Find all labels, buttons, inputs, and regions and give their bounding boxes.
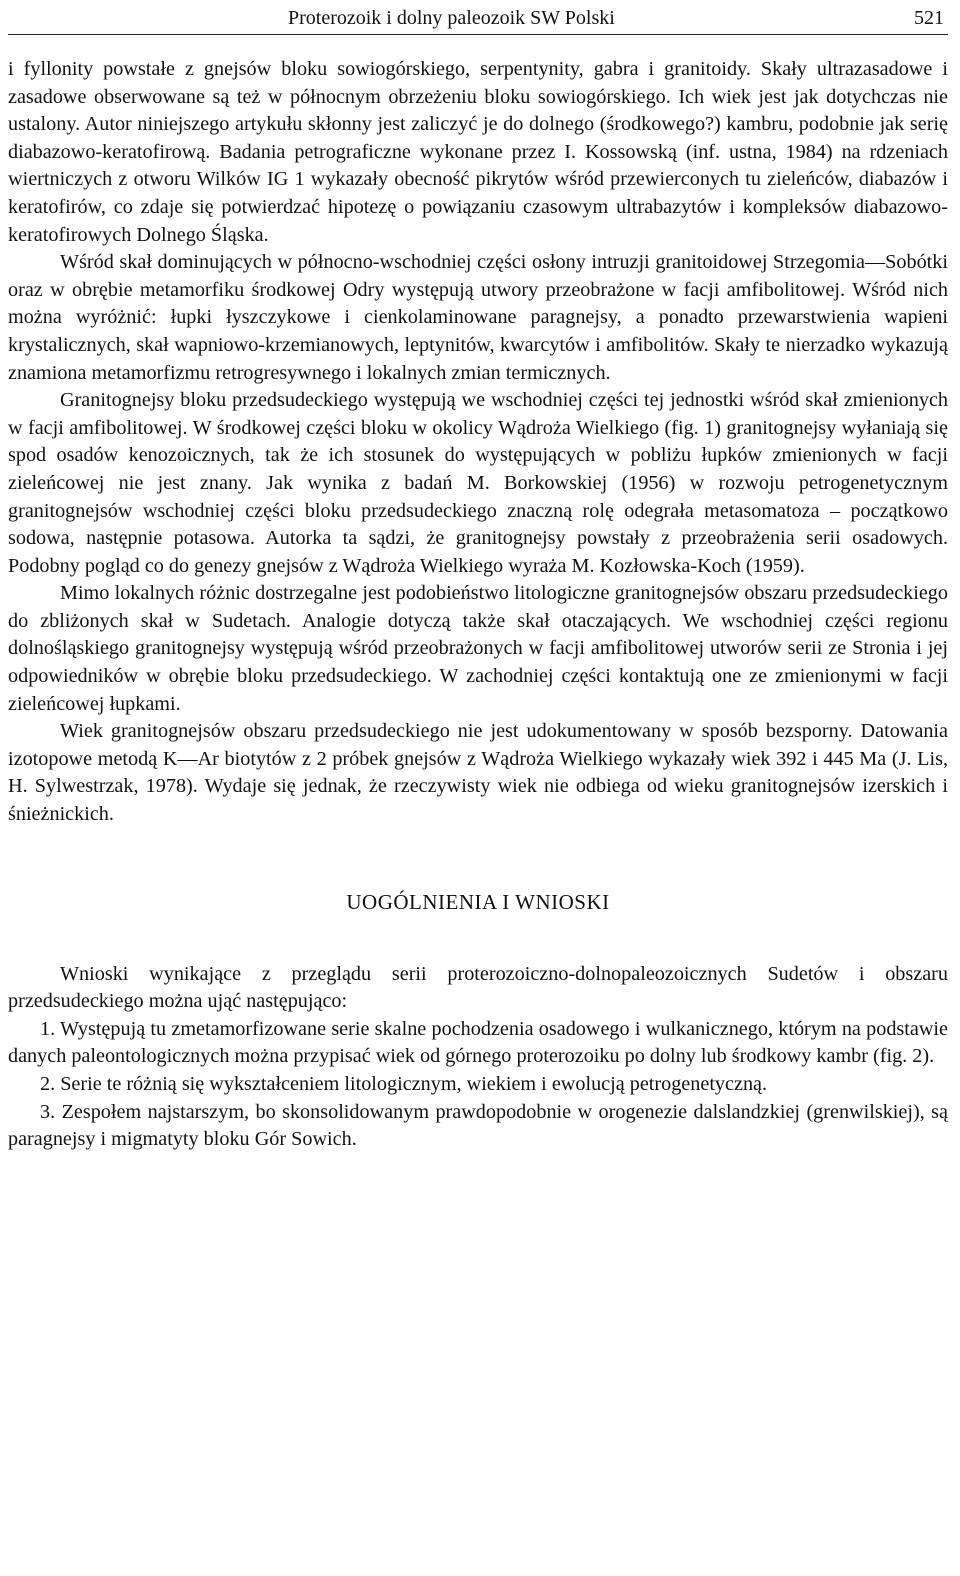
section-intro: Wnioski wynikające z przeglądu serii proterozoiczno-dolnopaleozoicznych Sudetów i obszaru przedsudeckiego można ująć następująco:	[8, 962, 948, 1013]
body-text	[8, 56, 948, 1154]
list-item: 2. Serie te różnią się wykształceniem litologicznym, wiekiem i ewolucją petrogenetyczną.	[40, 1073, 768, 1095]
list-item: 3. Zespołem najstarszym, bo skonsolidowanym prawdopodobnie w orogenezie dalslandzkiej (grenwilskiej), są paragnejsy i migmatyty bloku Gór Sowich.	[8, 1100, 948, 1151]
paragraph: Wiek granitognejsów obszaru przedsudeckiego nie jest udokumentowany w sposób bezsporny. Datowania izotopowe metodą K—Ar biotytów z 2 próbek gnejsów z Wądroża Wielkiego wykazały wiek 392 i 445 Ma (J. Lis, H. Sylwestrzak, 1978). Wydaje się jednak, że rzeczywisty wiek nie odbiega od wieku granitognejsów izerskich i śnieżnickich.	[8, 720, 948, 826]
paragraph: i fyllonity powstałe z gnejsów bloku sowiogórskiego, serpentynity, gabra i granitoidy. Skały ultrazasadowe i zasadowe obserwowane są też w północnym obrzeżeniu bloku sowiogórskiego. Ich wiek jest jak dotychczas nie ustalony. Autor niniejszego artykułu skłonny jest zaliczyć je do dolnego (środkowego?) kambru, podobnie jak serię diabazowo-keratofirową. Badania petrograficzne wykonane przez I. Kossowską (inf. ustna, 1984) na rdzeniach wiertniczych z otworu Wilków IG 1 wykazały obecność pikrytów wśród przewierconych tu zieleńców, diabazów i keratofirów, co zdaje się potwierdzać hipotezę o powiązaniu czasowym ultrabazytów i kompleksów diabazowo-keratofirowych Dolnego Śląska.	[8, 58, 948, 246]
page-number: 521	[914, 7, 944, 29]
running-header	[8, 4, 948, 35]
list-item: 1. Występują tu zmetamorfizowane serie skalne pochodzenia osadowego i wulkanicznego, którym na podstawie danych paleontologicznych można przypisać wiek od górnego proterozoiku po dolny lub środkowy kambr (fig. 2).	[8, 1017, 948, 1068]
running-title: Proterozoik i dolny paleozoik SW Polski	[288, 7, 615, 29]
paragraph: Mimo lokalnych różnic dostrzegalne jest podobieństwo litologiczne granitognejsów obszaru przedsudeckiego do zbliżonych skał w Sudetach. Analogie dotyczą także skał otaczających. We wschodniej części regionu dolnośląskiego granitognejsy występują wśród przeobrażonych w facji amfibolitowej utworów serii ze Stronia i jej odpowiedników w obrębie bloku przedsudeckiego. W zachodniej części kontaktują one ze zmienionymi w facji zieleńcowej łupkami.	[8, 582, 948, 715]
paragraph: Granitognejsy bloku przedsudeckiego występują we wschodniej części tej jednostki wśród skał zmienionych w facji amfibolitowej. W środkowej części bloku w okolicy Wądroża Wielkiego (fig. 1) granitognejsy wyłaniają się spod osadów kenozoicznych, tak że ich stosunek do występujących w pobliżu łupków zmienionych w facji zieleńcowej nie jest znany. Jak wynika z badań M. Borkowskiej (1956) w rozwoju petrogenetycznym granitognejsów wschodniej części bloku przedsudeckiego znaczną rolę odegrała metasomatoza – początkowo sodowa, następnie potasowa. Autorka ta sądzi, że granitognejsy powstały z przeobrażenia serii osadowych. Podobny pogląd co do genezy gnejsów z Wądroża Wielkiego wyraża M. Kozłowska-Koch (1959).	[8, 389, 948, 577]
section-heading: UOGÓLNIENIA I WNIOSKI	[346, 889, 610, 914]
paragraph: Wśród skał dominujących w północno-wschodniej części osłony intruzji granitoidowej Strzegomia—Sobótki oraz w obrębie metamorfiku środkowej Odry występują utwory przeobrażone w facji amfibolitowej. Wśród nich można wyróżnić: łupki łyszczykowe i cienkolaminowane paragnejsy, a ponadto przewarstwienia wapieni krystalicznych, skał wapniowo-krzemianowych, leptynitów, kwarcytów i amfibolitów. Skały te nierzadko wykazują znamiona metamorfizmu retrogresywnego i lokalnych zmian termicznych.	[8, 251, 948, 384]
document-page	[8, 0, 948, 1576]
